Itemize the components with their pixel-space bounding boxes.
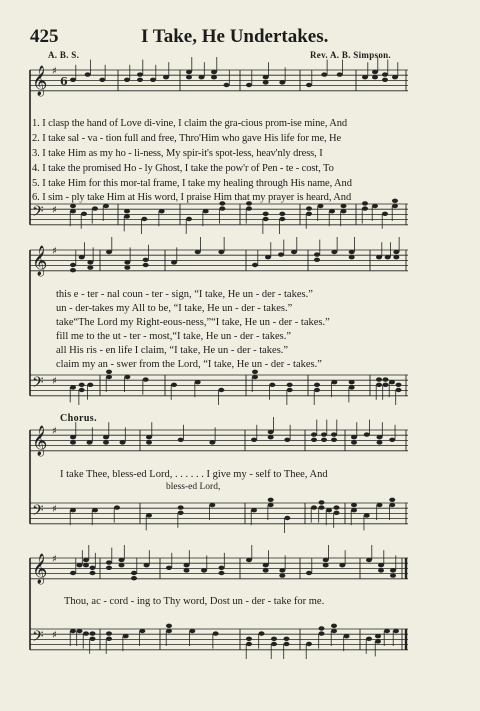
system-1-treble-note-head (337, 72, 343, 76)
system-2-bass-note-head (106, 370, 112, 374)
system-3-bass-note-head (92, 508, 98, 512)
system-1-treble-note-head (211, 70, 217, 74)
system-2-bass-note-head (287, 383, 293, 387)
verse-line-5: 5. I take Him for this mor-tal frame, I take my healing through His name, And (32, 178, 352, 189)
system-2-bass-note-head (314, 388, 320, 392)
system-3-bass-note-head (377, 503, 383, 507)
system-2-treble-note-head (87, 265, 93, 269)
system-4-bass-note-head (166, 629, 172, 633)
system-4-treble-note-head (201, 568, 207, 572)
system-2-bass-note-head (287, 388, 293, 392)
system-1-treble-note-head (263, 80, 269, 84)
system-2-treble-note-head (291, 250, 297, 254)
system-3-treble-note-head (377, 440, 383, 444)
system-2-bass-note-head (252, 370, 258, 374)
system-1-bass-note-head (159, 209, 165, 213)
system-3-bass-note-head (268, 503, 274, 507)
system-1-treble-clef: 𝄞 (32, 66, 48, 96)
system-4-treble-note-head (83, 563, 89, 567)
system-1-bass-note-head (306, 206, 312, 210)
system-2-treble-note-head (314, 252, 320, 256)
system-4-key-signature: ♯ (52, 630, 57, 641)
refrain-line-1: this e - ter - nal coun - ter - sign, “I take, He un - der - takes.” (56, 289, 313, 300)
system-4-bass-note-head (70, 629, 76, 633)
refrain-line-2: un - der-takes my All to be, “I take, He un - der - takes.” (56, 303, 293, 314)
system-2-bass-note-head (269, 383, 275, 387)
system-3-bass-note-head (114, 505, 120, 509)
system-4-bass-note-head (319, 626, 325, 630)
refrain-line-5: all His ris - en life I claim, “I take, He un - der - takes.” (56, 345, 289, 356)
system-1-bass-note-head (124, 209, 130, 213)
system-4-treble-note-head (184, 568, 190, 572)
system-4-bass-note-head (259, 631, 265, 635)
system-3-bass-note-head (334, 505, 340, 509)
system-4-treble-note-head (339, 563, 345, 567)
system-4-bass-note-head (366, 637, 372, 641)
system-3-treble-note-head (311, 438, 317, 442)
system-2-treble-note-head (79, 255, 85, 259)
system-1-bass-note-head (81, 212, 87, 216)
system-4-bass-note-head (90, 631, 96, 635)
system-1-treble-note-head (372, 70, 378, 74)
system-4-treble-note-head (263, 563, 269, 567)
system-1-bass-note-head (329, 209, 335, 213)
system-1-bass-note-head (70, 209, 76, 213)
system-2-treble-note-head (87, 260, 93, 264)
verse-line-6: 6. I sim - ply take Him at His word, I praise Him that my prayer is heard, And (32, 192, 352, 203)
system-3-bass-note-head (351, 508, 357, 512)
system-2-bass-note-head (252, 375, 258, 379)
system-4-treble-note-head (219, 566, 225, 570)
system-1-treble-note-head (199, 75, 205, 79)
system-4-treble-note-head (246, 558, 252, 562)
system-3-bass-note-head (284, 516, 290, 520)
system-2-bass-note-head (396, 383, 402, 387)
system-2-bass-note-head (314, 383, 320, 387)
system-2-bass-clef: 𝄢 (32, 374, 44, 395)
system-2-treble-note-head (349, 255, 355, 259)
system-3-treble-note-head (120, 440, 126, 444)
system-4-bass-note-head (166, 624, 172, 628)
system-4-treble-note-head (378, 563, 384, 567)
system-1-bass-note-head (70, 204, 76, 208)
system-4-treble-note-head (166, 566, 172, 570)
system-1-treble-note-head (224, 83, 230, 87)
system-3-key-signature: ♯ (52, 504, 57, 515)
system-3-bass-note-head (178, 505, 184, 509)
system-3-treble-note-head (331, 438, 337, 442)
system-3-treble-note-head (311, 432, 317, 436)
music-credit: A. B. S. (48, 50, 80, 60)
system-3-bass-note-head (268, 498, 274, 502)
system-3-bass-note-head (351, 503, 357, 507)
system-4-treble-note-head (390, 568, 396, 572)
system-2-bass-note-head (376, 377, 382, 381)
system-3-bass-note-head (178, 511, 184, 515)
chorus-line-1: I take Thee, bless-ed Lord, . . . . . . I give my - self to Thee, And (60, 469, 328, 480)
system-3-treble-note-head (103, 435, 109, 439)
system-4-treble-note-head (131, 571, 137, 575)
verse-line-1: 1. I clasp the hand of Love di-vine, I claim the gra-cious prom-ise mine, And (32, 118, 348, 129)
system-3-bass-note-head (364, 513, 370, 517)
system-4-treble-note-head (219, 571, 225, 575)
system-1-bass-note-head (263, 217, 269, 221)
system-3-treble-note-head (321, 438, 327, 442)
system-4-bass-note-head (139, 629, 145, 633)
system-3-bass-clef: 𝄢 (32, 502, 44, 523)
system-1-treble-note-head (211, 75, 217, 79)
verse-line-2: 2. I take sal - va - tion full and free, Thro'Him who gave His life for me, He (32, 133, 342, 144)
system-1-treble-note-head (70, 78, 76, 82)
system-2-bass-note-head (79, 383, 85, 387)
chorus-line-1-alt: bless-ed Lord, (166, 482, 221, 492)
system-4-bass-note-head (213, 631, 219, 635)
system-2-key-signature: ♯ (52, 376, 57, 387)
system-4-treble-note-head (119, 558, 125, 562)
verse-line-3: 3. I take Him as my ho - li-ness, My spir-it's spot-less, heav'nly dress, I (32, 148, 323, 159)
system-3-bass-note-head (334, 511, 340, 515)
system-1-bass-clef: 𝄢 (32, 203, 44, 224)
system-1-bass-note-head (186, 217, 192, 221)
system-2-treble-note-head (195, 250, 201, 254)
system-3-treble-note-head (70, 435, 76, 439)
system-3-treble-note-head (364, 432, 370, 436)
system-4-bass-note-head (90, 637, 96, 641)
system-2-bass-note-head (396, 388, 402, 392)
system-3-treble-note-head (268, 435, 274, 439)
system-1-treble-note-head (321, 72, 327, 76)
system-4-bass-note-head (306, 642, 312, 646)
system-3-bass-note-head (389, 498, 395, 502)
system-1-bass-note-head (341, 204, 347, 208)
system-3-treble-note-head (209, 440, 215, 444)
system-1-bass-note-head (141, 217, 147, 221)
system-4-bass-note-head (271, 637, 277, 641)
system-3-key-signature: ♯ (52, 426, 57, 437)
system-3-treble-note-head (331, 432, 337, 436)
system-4-bass-note-head (319, 631, 325, 635)
system-1-treble-note-head (246, 83, 252, 87)
system-4-treble-note-head (279, 573, 285, 577)
system-4-bass-note-head (106, 631, 112, 635)
system-1-bass-note-head (306, 212, 312, 216)
system-3-bass-note-head (311, 505, 317, 509)
chorus-line-2: Thou, ac - cord - ing to Thy word, Dost un - der - take for me. (64, 596, 325, 607)
system-4-treble-note-head (378, 568, 384, 572)
system-1-bass-note-head (372, 204, 378, 208)
system-2-treble-note-head (143, 258, 149, 262)
system-1-treble-note-head (372, 75, 378, 79)
system-4-bass-note-head (331, 629, 337, 633)
chorus-label: Chorus. (60, 413, 97, 424)
system-4-treble-note-head (106, 560, 112, 564)
system-1-treble-note-head (186, 70, 192, 74)
system-1-treble-note-head (306, 83, 312, 87)
system-2-bass-note-head (349, 380, 355, 384)
system-2-treble-note-head (314, 258, 320, 262)
refrain-line-6: claim my an - swer from the Lord, “I take, He un - der - takes.” (56, 359, 322, 370)
system-4-bass-note-head (246, 642, 252, 646)
system-3-bass-note-head (319, 500, 325, 504)
system-1-bass-note-head (246, 206, 252, 210)
system-1-bass-note-head (318, 204, 324, 208)
system-3-treble-note-head (377, 435, 383, 439)
system-4-treble-note-head (131, 576, 137, 580)
system-2-treble-note-head (252, 263, 258, 267)
system-1-bass-note-head (392, 199, 398, 203)
system-4-bass-note-head (106, 637, 112, 641)
system-1-treble-note-head (279, 80, 285, 84)
system-3-treble-note-head (146, 440, 152, 444)
words-credit: Rev. A. B. Simpson. (310, 50, 391, 60)
system-1-bass-note-head (263, 212, 269, 216)
hymn-title: I Take, He Undertakes. (141, 26, 329, 47)
system-2-treble-clef: 𝄞 (32, 246, 48, 276)
system-2-treble-note-head (278, 252, 284, 256)
system-2-treble-note-head (70, 263, 76, 267)
refrain-line-4: fill me to the ut - ter - most,“I take, He un - der - takes.” (56, 331, 291, 342)
system-4-bass-note-head (189, 629, 195, 633)
system-2-treble-note-head (349, 250, 355, 254)
system-4-treble-note-head (119, 563, 125, 567)
system-2-treble-note-head (393, 250, 399, 254)
system-4-bass-clef: 𝄢 (32, 628, 44, 649)
refrain-line-3: take“The Lord my Right-eous-ness,”“I take, He un - der - takes.” (56, 317, 330, 328)
system-3-treble-note-head (389, 438, 395, 442)
system-2-bass-note-head (383, 377, 389, 381)
system-2-bass-note-head (106, 375, 112, 379)
system-4-treble-note-head (83, 558, 89, 562)
system-4-bass-note-head (384, 629, 390, 633)
system-2-treble-note-head (70, 268, 76, 272)
system-3-bass-note-head (209, 503, 215, 507)
system-4-treble-note-head (390, 573, 396, 577)
system-4-treble-note-head (77, 563, 83, 567)
system-1-treble-note-head (382, 72, 388, 76)
system-1-bass-note-head (382, 212, 388, 216)
system-4-treble-note-head (184, 563, 190, 567)
system-2-bass-note-head (143, 377, 149, 381)
system-1-bass-note-head (341, 209, 347, 213)
system-4-treble-note-head (279, 568, 285, 572)
system-2-bass-note-head (349, 385, 355, 389)
system-4-treble-note-head (106, 566, 112, 570)
system-3-treble-note-head (178, 438, 184, 442)
system-2-bass-note-head (124, 375, 130, 379)
system-1-treble-note-head (137, 78, 143, 82)
system-4-bass-note-head (331, 624, 337, 628)
system-4-treble-note-head (323, 563, 329, 567)
system-4-treble-note-head (366, 558, 372, 562)
system-4-bass-note-head (77, 629, 83, 633)
system-2-bass-note-head (171, 383, 177, 387)
system-2-bass-note-head (195, 380, 201, 384)
system-3-bass-note-head (326, 508, 332, 512)
system-3-treble-note-head (351, 440, 357, 444)
system-2-treble-note-head (331, 250, 337, 254)
system-2-treble-note-head (171, 260, 177, 264)
system-4-bass-note-head (284, 637, 290, 641)
system-2-bass-note-head (70, 385, 76, 389)
system-1-bass-note-head (203, 209, 209, 213)
system-1-treble-note-head (392, 75, 398, 79)
system-1-bass-note-head (362, 206, 368, 210)
system-2-key-signature: ♯ (52, 246, 57, 257)
system-4-bass-note-head (123, 634, 129, 638)
system-4-bass-note-head (83, 631, 89, 635)
system-3-treble-note-head (351, 435, 357, 439)
system-4-treble-note-head (90, 566, 96, 570)
system-4-treble-note-head (306, 571, 312, 575)
system-4-treble-note-head (90, 571, 96, 575)
system-2-treble-note-head (143, 263, 149, 267)
system-2-treble-note-head (106, 250, 112, 254)
system-4-treble-note-head (70, 571, 76, 575)
system-2-treble-note-head (124, 265, 130, 269)
system-3-treble-note-head (146, 435, 152, 439)
system-2-bass-note-head (383, 383, 389, 387)
hymn-number: 425 (30, 26, 59, 47)
system-3-treble-note-head (70, 440, 76, 444)
system-1-treble-note-head (137, 72, 143, 76)
system-2-treble-note-head (393, 255, 399, 259)
system-2-bass-note-head (376, 383, 382, 387)
system-4-bass-note-head (375, 639, 381, 643)
system-1-treble-note-head (163, 75, 169, 79)
system-2-bass-note-head (389, 380, 395, 384)
system-2-bass-note-head (331, 380, 337, 384)
system-1-time-signature: 6 (60, 75, 68, 88)
system-1-key-signature: ♯ (52, 205, 57, 216)
system-3-treble-note-head (251, 438, 257, 442)
system-3-treble-note-head (87, 440, 93, 444)
system-4-treble-clef: 𝄞 (32, 554, 48, 584)
system-3-bass-note-head (70, 508, 76, 512)
system-1-treble-note-head (85, 72, 91, 76)
system-1-treble-note-head (382, 78, 388, 82)
system-4-bass-note-head (246, 637, 252, 641)
system-3-treble-note-head (103, 440, 109, 444)
system-1-treble-note-head (186, 75, 192, 79)
system-3-treble-note-head (268, 430, 274, 434)
system-1-bass-note-head (392, 204, 398, 208)
system-1-bass-note-head (92, 206, 98, 210)
system-3-treble-note-head (284, 438, 290, 442)
system-1-treble-note-head (99, 78, 105, 82)
system-4-bass-note-head (284, 642, 290, 646)
system-1-bass-note-head (219, 206, 225, 210)
system-4-treble-note-head (323, 558, 329, 562)
system-4-bass-note-head (375, 634, 381, 638)
system-1-treble-note-head (362, 75, 368, 79)
system-1-treble-note-head (263, 75, 269, 79)
system-1-bass-note-head (124, 214, 130, 218)
system-3-bass-note-head (146, 513, 152, 517)
system-4-treble-note-head (144, 563, 150, 567)
system-1-bass-note-head (362, 201, 368, 205)
system-4-key-signature: ♯ (52, 554, 57, 565)
system-1-bass-note-head (279, 217, 285, 221)
system-4-bass-note-head (393, 629, 399, 633)
system-2-treble-note-head (376, 255, 382, 259)
system-4-bass-note-head (344, 634, 350, 638)
system-4-bass-note-head (271, 642, 277, 646)
system-3-bass-note-head (251, 508, 257, 512)
system-1-treble-note-head (124, 78, 130, 82)
system-3-treble-note-head (321, 432, 327, 436)
system-2-bass-note-head (79, 388, 85, 392)
system-1-treble-note-head (150, 78, 156, 82)
system-1-key-signature: ♯ (52, 66, 57, 77)
system-2-treble-note-head (218, 250, 224, 254)
system-2-treble-note-head (124, 260, 130, 264)
system-1-bass-note-head (103, 204, 109, 208)
system-2-treble-note-head (265, 255, 271, 259)
system-2-bass-note-head (87, 383, 93, 387)
system-3-bass-note-head (389, 503, 395, 507)
system-2-treble-note-head (385, 255, 391, 259)
verse-line-4: 4. I take the promised Ho - ly Ghost, I take the pow'r of Pen - te - cost, To (32, 163, 334, 174)
system-2-bass-note-head (218, 388, 224, 392)
system-3-treble-clef: 𝄞 (32, 426, 48, 456)
system-4-treble-note-head (263, 568, 269, 572)
system-1-bass-note-head (279, 212, 285, 216)
system-3-bass-note-head (319, 505, 325, 509)
